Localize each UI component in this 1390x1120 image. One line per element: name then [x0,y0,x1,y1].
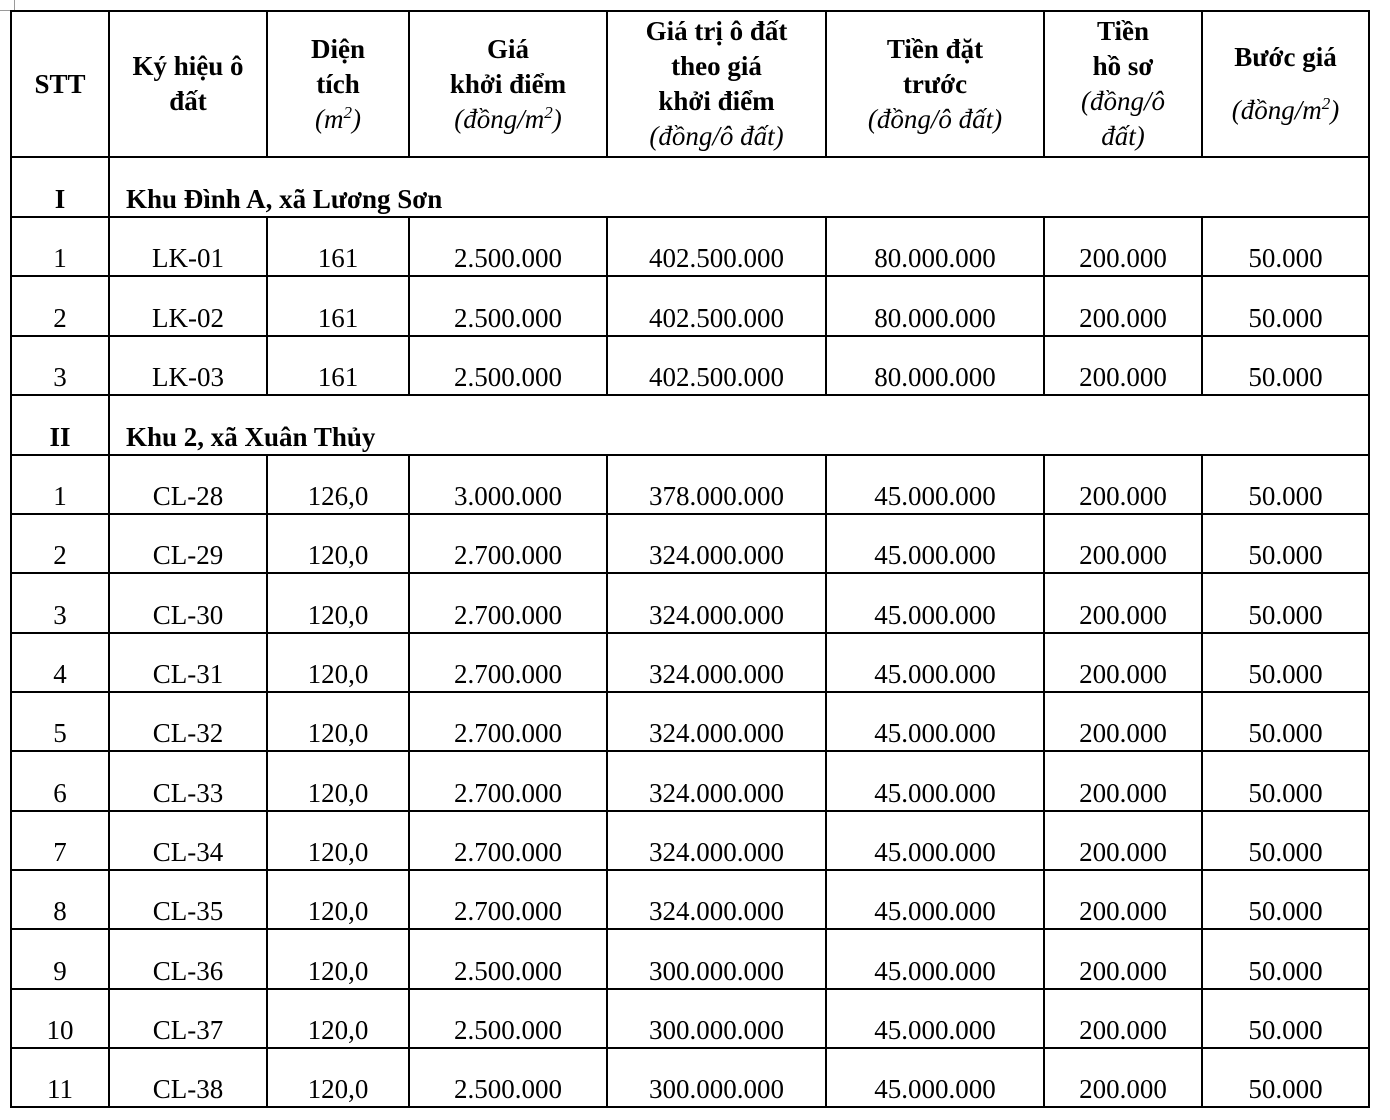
cell-dossier-fee: 200.000 [1044,989,1202,1048]
cell-area: 120,0 [267,573,409,632]
cell-price-step: 50.000 [1202,573,1369,632]
cell-deposit: 45.000.000 [826,751,1044,810]
cell-plot-value: 324.000.000 [607,692,826,751]
cell-area: 120,0 [267,989,409,1048]
cell-start-price: 2.500.000 [409,217,607,276]
cell-price-step: 50.000 [1202,276,1369,335]
header-area: Diện tích $(m^2)$ [267,11,409,157]
cell-plot-value: 300.000.000 [607,1048,826,1107]
table-row [11,751,1369,810]
cell-plot-code: CL-29 [109,514,267,573]
header-row [11,11,1369,157]
cell-plot-code: CL-38 [109,1048,267,1107]
cell-start-price: 2.700.000 [409,514,607,573]
cell-price-step: 50.000 [1202,514,1369,573]
cell-area: 120,0 [267,514,409,573]
table-body [11,157,1369,1107]
cell-plot-value: 402.500.000 [607,217,826,276]
cell-deposit: 45.000.000 [826,455,1044,514]
cell-dossier-fee: 200.000 [1044,870,1202,929]
cell-deposit: 80.000.000 [826,276,1044,335]
table-row [11,989,1369,1048]
cell-start-price: 2.500.000 [409,989,607,1048]
cell-deposit: 45.000.000 [826,870,1044,929]
cell-plot-code: CL-37 [109,989,267,1048]
header-deposit: Tiền đặt trước (đồng/ô đất) [826,11,1044,157]
cell-deposit: 45.000.000 [826,633,1044,692]
table-row [11,276,1369,335]
cell-stt: 11 [11,1048,109,1107]
cell-plot-value: 324.000.000 [607,514,826,573]
cell-dossier-fee: 200.000 [1044,751,1202,810]
cell-stt: 2 [11,276,109,335]
cell-area: 120,0 [267,1048,409,1107]
cell-price-step: 50.000 [1202,455,1369,514]
cell-area: 120,0 [267,692,409,751]
cell-dossier-fee: 200.000 [1044,276,1202,335]
table-row [11,1048,1369,1107]
cell-plot-value: 402.500.000 [607,336,826,395]
table-row [11,929,1369,988]
cell-plot-value: 378.000.000 [607,455,826,514]
cell-plot-code: CL-32 [109,692,267,751]
cell-dossier-fee: 200.000 [1044,1048,1202,1107]
group-row [11,157,1369,217]
table-row [11,870,1369,929]
cell-area: 120,0 [267,870,409,929]
cell-area: 161 [267,276,409,335]
cell-price-step: 50.000 [1202,633,1369,692]
cell-start-price: 2.500.000 [409,336,607,395]
header-plot-value-unit: (đồng/ô đất) [649,121,784,151]
cell-deposit: 45.000.000 [826,692,1044,751]
cell-dossier-fee: 200.000 [1044,573,1202,632]
cell-stt: 1 [11,217,109,276]
group-roman: II [11,395,109,455]
cell-area: 161 [267,336,409,395]
cell-start-price: 2.700.000 [409,573,607,632]
cell-plot-code: CL-28 [109,455,267,514]
cell-deposit: 45.000.000 [826,573,1044,632]
cell-deposit: 80.000.000 [826,336,1044,395]
cell-deposit: 45.000.000 [826,989,1044,1048]
cell-start-price: 2.500.000 [409,929,607,988]
group-name: Khu Đình A, xã Lương Sơn [109,157,1369,217]
cell-area: 120,0 [267,633,409,692]
cell-dossier-fee: 200.000 [1044,811,1202,870]
cell-plot-code: CL-33 [109,751,267,810]
table-row [11,217,1369,276]
cell-price-step: 50.000 [1202,929,1369,988]
header-area-unit: $(m^2)$ [315,102,361,134]
cell-start-price: 2.500.000 [409,276,607,335]
cell-area: 120,0 [267,929,409,988]
table-row [11,514,1369,573]
cell-deposit: 45.000.000 [826,1048,1044,1107]
cell-plot-code: LK-03 [109,336,267,395]
cell-price-step: 50.000 [1202,1048,1369,1107]
cell-deposit: 45.000.000 [826,514,1044,573]
cell-stt: 2 [11,514,109,573]
cell-start-price: 2.700.000 [409,692,607,751]
group-row [11,395,1369,455]
table-row [11,692,1369,751]
table-row [11,455,1369,514]
cell-plot-value: 300.000.000 [607,929,826,988]
cell-dossier-fee: 200.000 [1044,692,1202,751]
cell-plot-code: CL-34 [109,811,267,870]
cell-start-price: 2.700.000 [409,751,607,810]
cell-stt: 3 [11,336,109,395]
group-name: Khu 2, xã Xuân Thủy [109,395,1369,455]
cell-plot-code: CL-31 [109,633,267,692]
cell-plot-value: 300.000.000 [607,989,826,1048]
cell-plot-code: LK-01 [109,217,267,276]
cell-price-step: 50.000 [1202,692,1369,751]
cell-plot-value: 324.000.000 [607,811,826,870]
header-dossier-fee: Tiền hồ sơ (đồng/ô đất) [1044,11,1202,157]
cell-stt: 10 [11,989,109,1048]
cell-plot-code: LK-02 [109,276,267,335]
cell-start-price: 3.000.000 [409,455,607,514]
table-row [11,573,1369,632]
cell-dossier-fee: 200.000 [1044,455,1202,514]
cell-start-price: 2.700.000 [409,870,607,929]
cell-stt: 5 [11,692,109,751]
cell-price-step: 50.000 [1202,811,1369,870]
cell-area: 120,0 [267,751,409,810]
cell-area: 120,0 [267,811,409,870]
table-row [11,633,1369,692]
cell-plot-value: 324.000.000 [607,573,826,632]
group-roman: I [11,157,109,217]
header-plot-value: Giá trị ô đất theo giá khởi điểm (đồng/ô đất) [607,11,826,157]
cell-dossier-fee: 200.000 [1044,633,1202,692]
cell-start-price: 2.700.000 [409,811,607,870]
cell-dossier-fee: 200.000 [1044,217,1202,276]
cell-plot-code: CL-36 [109,929,267,988]
cell-dossier-fee: 200.000 [1044,336,1202,395]
cell-deposit: 80.000.000 [826,217,1044,276]
cell-stt: 8 [11,870,109,929]
cell-plot-value: 402.500.000 [607,276,826,335]
cell-stt: 9 [11,929,109,988]
table-row [11,811,1369,870]
cell-price-step: 50.000 [1202,751,1369,810]
land-auction-table [10,10,1370,1108]
header-price-step: Bước giá $(đồng/m^2)$ [1202,11,1369,157]
cell-stt: 1 [11,455,109,514]
cell-plot-code: CL-30 [109,573,267,632]
cell-dossier-fee: 200.000 [1044,514,1202,573]
cell-plot-value: 324.000.000 [607,633,826,692]
cell-start-price: 2.700.000 [409,633,607,692]
header-deposit-unit: (đồng/ô đất) [867,103,1003,134]
cell-deposit: 45.000.000 [826,811,1044,870]
cell-start-price: 2.500.000 [409,1048,607,1107]
cell-deposit: 45.000.000 [826,929,1044,988]
cell-plot-code: CL-35 [109,870,267,929]
header-price-step-unit: $(đồng/m^2)$ [1231,94,1340,125]
cell-stt: 4 [11,633,109,692]
header-start-price-unit: $(đồng/m^2)$ [454,102,562,134]
cell-plot-value: 324.000.000 [607,870,826,929]
header-plot-code: Ký hiệu ô đất [109,11,267,157]
cell-price-step: 50.000 [1202,989,1369,1048]
cell-stt: 7 [11,811,109,870]
cell-price-step: 50.000 [1202,336,1369,395]
cell-price-step: 50.000 [1202,217,1369,276]
cell-area: 161 [267,217,409,276]
table-row [11,336,1369,395]
cell-area: 126,0 [267,455,409,514]
cell-price-step: 50.000 [1202,870,1369,929]
header-start-price: Giá khởi điểm $(đồng/m^2)$ [409,11,607,157]
cell-dossier-fee: 200.000 [1044,929,1202,988]
cell-plot-value: 324.000.000 [607,751,826,810]
cell-stt: 3 [11,573,109,632]
cell-stt: 6 [11,751,109,810]
header-stt: STT [11,11,109,157]
